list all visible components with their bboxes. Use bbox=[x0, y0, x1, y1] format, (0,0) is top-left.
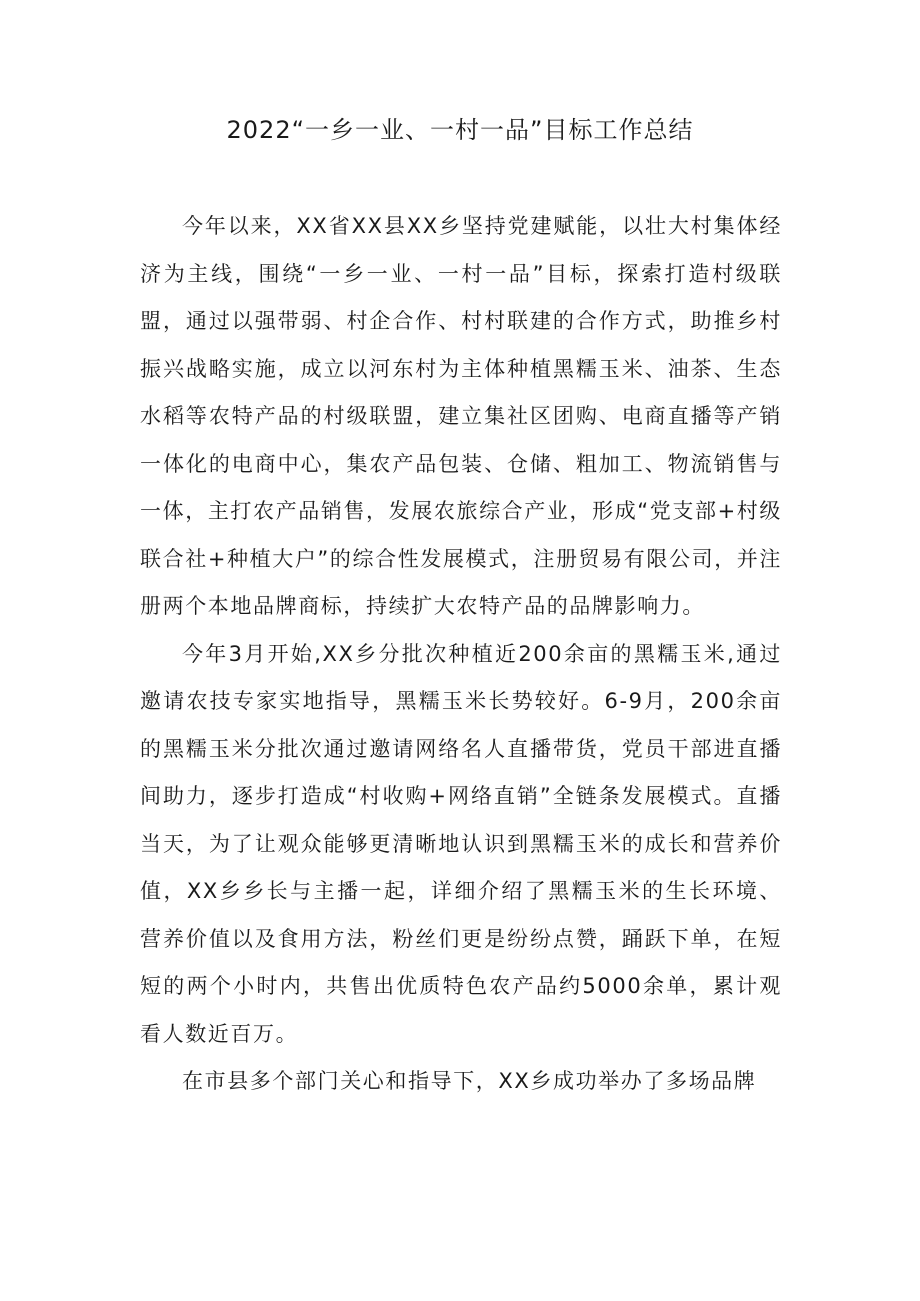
paragraph-1: 今年以来，XX省XX县XX乡坚持党建赋能，以壮大村集体经济为主线，围绕“一乡一业、一村一品”目标，探索打造村级联盟，通过以强带弱、村企合作、村村联建的合作方式，助推乡村振兴战略实施，成立以河东村为主体种植黑糯玉米、油茶、生态水稻等农特产品的村级联盟，建立集社区团购、电商直播等产销一体化的电商中心，集农产品包装、仓储、粗加工、物流销售与一体，主打农产品销售，发展农旅综合产业，形成“党支部+村级联合社+种植大户”的综合性发展模式，注册贸易有限公司，并注册两个本地品牌商标，持续扩大农特产品的品牌影响力。 bbox=[140, 214, 782, 618]
paragraph-3: 在市县多个部门关心和指导下，XX乡成功举办了多场品牌 bbox=[182, 1069, 757, 1093]
document-body bbox=[140, 203, 782, 1106]
document-title: 2022“一乡一业、一村一品”目标工作总结 bbox=[226, 116, 694, 144]
paragraph-2: 今年3月开始,XX乡分批次种植近200余亩的黑糯玉米,通过邀请农技专家实地指导，黑糯玉米长势较好。6-9月，200余亩的黑糯玉米分批次通过邀请网络名人直播带货，党员干部进直播间助力，逐步打造成“村收购+网络直销”全链条发展模式。直播当天，为了让观众能够更清晰地认识到黑糯玉米的成长和营养价值，XX乡乡长与主播一起，详细介绍了黑糯玉米的生长环境、营养价值以及食用方法，粉丝们更是纷纷点赞，踊跃下单，在短短的两个小时内，共售出优质特色农产品约5000余单，累计观看人数近百万。 bbox=[140, 641, 782, 1046]
